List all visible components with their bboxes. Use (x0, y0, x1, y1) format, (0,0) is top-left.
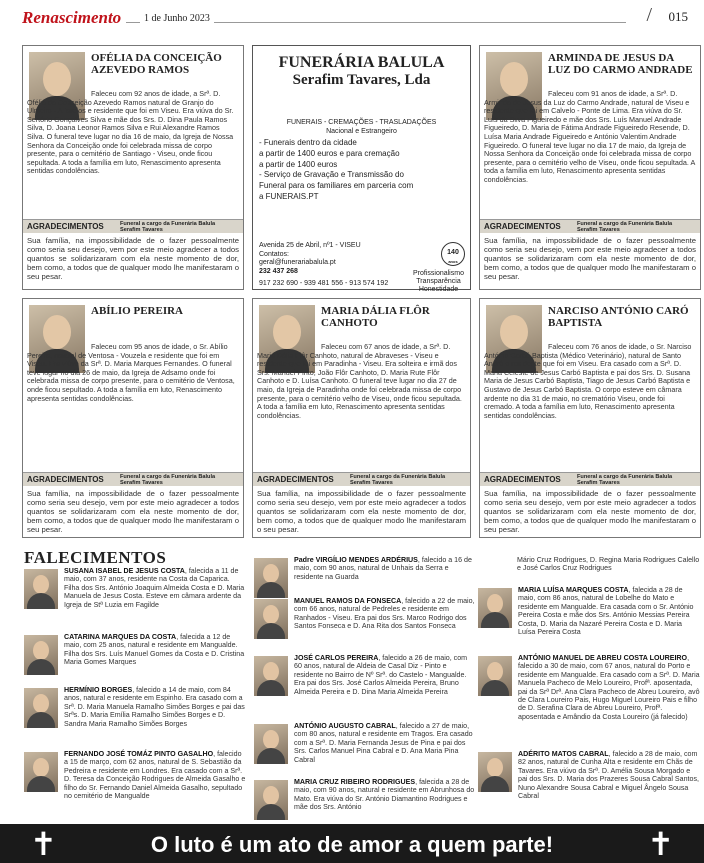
ad-line: - Funerais dentro da cidade (259, 138, 357, 147)
ad-line: a partir de 1400 euros e para cremação (259, 148, 400, 158)
death-notice (24, 567, 246, 623)
notice-text: , falecido a 16 de maio, com 90 anos, natural de Unhais da Serra e residente na Guarda (294, 556, 472, 581)
issue-date: 1 de Junho 2023 (140, 13, 214, 24)
ad-contacts-label: Contatos: (259, 250, 289, 258)
motto-item: Profissionalismo (413, 270, 464, 277)
acknowledgement-text: Sua família, na impossibilidade de o fazer pessoalmente como seria seu desejo, vem por este meio agradecer a todos quantos se solidarizaram com ela neste momento de dor, bem como, a todos que de qualquer modo lhe manifestaram o seu pesar. (484, 236, 696, 281)
death-notice (254, 778, 476, 822)
notice-photo (254, 724, 288, 764)
footer-slogan: O luto é um ato de amor a quem parte! (150, 832, 554, 857)
notice-name: ANTÓNIO MANUEL DE ABREU COSTA LOUREIRO (518, 654, 688, 662)
notice-text: , falecido a 15 de março, com 62 anos, natural de S. Sebastião da Pedreira e residente em Londres. Era casado com a Srª. D. Teresa da Conceição Rodrigues de Almeida Gasalho e filho do Sr. Fernando Daniel Almeida Gasalho, sepultado no cemitério de Mangualde (64, 750, 246, 801)
acknowledgements-bar (480, 219, 700, 233)
page-divider-slash: / (646, 4, 652, 26)
death-notice (24, 686, 246, 738)
obituary-text: Faleceu com 92 anos de idade, a Srª. D. Ofélia da Conceição Azevedo Ramos natural de Granjo do Ulmeiro - Alfarelos e residente que foi em Viseu. Era viúva do Sr. Sertório Gonçalves Silva e mãe dos Srs. D. Dina Paula Ramos Silva, D. Joana Leonor Ramos Silva e Rui Alexandre Ramos Silva. O funeral teve lugar no dia 16 de maio, da Igreja de Nossa Senhora da Conceição onde foi celebrada missa de corpo presente, para o cemitério de Santiago - Viseu, onde ficou sepultada. A toda a família em luto, Renascimento apresenta sentidas condolências. (27, 89, 234, 176)
seal-label: anos (448, 259, 458, 264)
death-notice (24, 633, 246, 681)
notice-text: , falecida a 12 de maio, com 25 anos, natural e residente em Mangualde. Filha dos Srs. Luís Manuel Gomes da Costa e D. Cristina Maria Gomes Marques (64, 633, 245, 667)
ad-line: a partir de 1400 euros (259, 159, 338, 169)
ad-line: - Serviço de Gravação e Transmissão do (259, 170, 404, 180)
death-notice (24, 750, 246, 820)
anniversary-seal (441, 242, 465, 266)
notice-name: ANTÓNIO AUGUSTO CABRAL (294, 722, 396, 730)
notice-photo (24, 688, 58, 728)
notice-text: , falecido a 30 de maio, com 67 anos, natural do Porto e residente em Mangualde. Era casado com a Srª. D. Maria Manuela Pacheco de Melo Loureiro, Profª. aposentada, pai da Srª Drª. Ana Clara Pacheco de Abreu Loureiro, avô de Clara Loureiro Pais, Hugo Miguel Loureiro Pais e filho de D. Serafina Clara de Abreu Loureiro, Profª. aposentada e Amândio da Costa Loureiro (já falecido) (518, 654, 700, 721)
obituary-card (22, 298, 244, 538)
notice-text: , falecida a 28 de maio, com 90 anos, natural e residente em Abrunhosa do Mato. Era viúva do Sr. António Diamantino Rodrigues e mãe dos Srs. António (294, 778, 475, 812)
obituary-card (252, 298, 471, 538)
obituary-card (479, 298, 701, 538)
ad-offer-lines (259, 138, 469, 203)
cross-icon: ✝ (30, 826, 57, 862)
death-notice (254, 597, 476, 645)
masthead: Renascimento (22, 8, 122, 27)
death-notice (254, 556, 476, 592)
notice-name: MARIA CRUZ RIBEIRO RODRIGUES (294, 778, 416, 786)
notice-name: JOSÉ CARLOS PEREIRA (294, 654, 379, 662)
ad-phones: 917 232 690 - 939 481 556 - 913 574 192 (259, 280, 389, 287)
death-notice (478, 750, 701, 820)
ad-address-block (259, 242, 361, 276)
notice-text: , falecido a 22 de maio, com 66 anos, natural de Pedreles e residente em Ranhados - Viseu. Era pai dos Srs. Marco Rodrigo dos Santos Fonseca e D. Ana Rita dos Santos Fonseca (294, 597, 475, 631)
ad-services: FUNERAIS - CREMAÇÕES - TRASLADAÇÕES (286, 119, 437, 126)
ad-line: a FUNERAIS.PT (259, 191, 319, 201)
obituary-card (22, 45, 244, 290)
death-notice (254, 722, 476, 770)
obituary-text: Faleceu com 67 anos de idade, a Srª. D. Maria Dália Flôr Canhoto, natural de Abraveses - Viseu e residente que foi em Paradinha - Viseu. Era solteira e irmã dos Srs. Manuel Pinto, João Flôr Canhoto, D. Maria Rute Flôr Canhoto e D. Luísa Canhoto. O funeral teve lugar no dia 27 de maio, da Igreja de Paradinha onde foi celebrada missa de corpo presente, para o cemitério velho de Viseu, onde ficou sepultada. A toda a família em luto, Renascimento apresenta sentidas condolências. (257, 342, 462, 420)
notice-photo (254, 780, 288, 820)
funeral-credit: Funeral a cargo da Funerária Balula Serafim Tavares (577, 221, 673, 233)
deceased-name: ARMINDA DE JESUS DA LUZ DO CARMO ANDRADE (548, 52, 693, 76)
notice-text: , falecida a 11 de maio, com 37 anos, residente na Costa da Caparica. Filha dos Srs. António Joaquim Almeida Costa e D. Maria Manuela de Jesus Costa. Esteve em câmara ardente da Igreja de Stª Luzia em Fagilde (64, 567, 245, 609)
acknowledgements-label: AGRADECIMENTOS (257, 475, 334, 484)
ad-address: Avenida 25 de Abril, nº1 - VISEU (259, 242, 361, 249)
acknowledgements-bar (23, 219, 243, 233)
acknowledgements-label: AGRADECIMENTOS (484, 475, 561, 484)
notice-photo (478, 656, 512, 696)
deceased-name: OFÉLIA DA CONCEIÇÃO AZEVEDO RAMOS (91, 52, 222, 76)
notice-photo (478, 752, 512, 792)
death-notice (254, 654, 476, 714)
ad-phone: 232 437 268 (259, 267, 298, 275)
notice-photo (478, 588, 512, 628)
ad-line: Funeral para os familiares em parceria com (259, 181, 414, 191)
notice-text: , falecido a 28 de maio, com 82 anos, natural de Cunha Alta e residente em Chãs de Tavares. Era viúvo da Srª. D. Amélia Sousa Morgado e pai dos Srs. D. Maria dos Prazeres Sousa Cabral Santos, Nuno Alexandre Sousa Cabral e Miguel Ângelo Sousa Cabral (518, 750, 699, 801)
notice-photo (254, 656, 288, 696)
notice-text: , falecido a 27 de maio, com 80 anos, natural e residente em Tragos. Era casado com a Srª. D. Maria Fernanda Jesus de Pina e pai dos Srs. Carlos Manuel Pina Cabral e D. Ana Maria Pina Cabral (294, 722, 473, 764)
notice-name: MARIA LUÍSA MARQUES COSTA (518, 586, 629, 594)
acknowledgements-label: AGRADECIMENTOS (27, 475, 104, 484)
notice-name: CATARINA MARQUES DA COSTA (64, 633, 177, 641)
deceased-name: NARCISO ANTÓNIO CARÓ BAPTISTA (548, 305, 689, 329)
funeral-credit: Funeral a cargo da Funerária Balula Serafim Tavares (120, 221, 216, 233)
notice-photo (254, 558, 288, 598)
acknowledgements-bar (23, 472, 243, 486)
notice-photo (254, 599, 288, 639)
acknowledgement-text: Sua família, na impossibilidade de o fazer pessoalmente como seria seu desejo, vem por este meio agradecer a todos quantos se solidarizaram com ela neste momento de dor, bem como, a todos que de qualquer modo lhe manifestaram o seu pesar. (257, 489, 466, 534)
obituary-text: Faleceu com 95 anos de idade, o Sr. Abílio Pereira, natural de Ventosa - Vouzela e residente que foi em Viseu. Era viúvo da Srª. D. Maria Marques Fernandes. O funeral teve lugar no dia 26 de maio, da Igreja de Adsamo onde foi celebrada missa de corpo presente, para o cemitério de Ventosa, onde ficou sepultado. A toda a família em luto, Renascimento apresenta sentidas condolências. (27, 342, 235, 403)
page-number: 015 (668, 9, 688, 24)
funeral-credit: Funeral a cargo da Funerária Balula Serafim Tavares (577, 474, 673, 486)
deceased-name: MARIA DÁLIA FLÔR CANHOTO (321, 305, 430, 329)
page-header (0, 0, 704, 34)
death-notice (478, 654, 701, 740)
acknowledgement-text: Sua família, na impossibilidade de o fazer pessoalmente como seria seu desejo, vem por este meio agradecer a todos quantos se solidarizaram com ela neste momento de dor, bem como, a todos que de qualquer modo lhe manifestaram o seu pesar. (484, 489, 696, 534)
obituary-text: Faleceu com 91 anos de idade, a Srª. D. Arminda de Jesus da Luz do Carmo Andrade, natural de Viseu e residente que foi em Calvelo - Ponte de Lima. Era viúva do Sr. Luís da Silva Figueiredo e mãe dos Srs. Luís Manuel Andrade Figueiredo, D. Maria de Fátima Andrade Figueiredo Resende, D. Luísa Maria Andrade Figueiredo e António Valentim Andrade Figueiredo. O funeral teve lugar no dia 17 de maio, da Igreja de Nossa Senhora da Conceição onde foi celebrada missa de corpo presente, para o cemitério velho de Viseu, onde ficou sepultada. A toda a família em luto, Renascimento apresenta sentidas condolências. (484, 89, 695, 184)
obituary-card (479, 45, 701, 290)
deceased-name: ABÍLIO PEREIRA (91, 305, 183, 317)
death-notice (478, 586, 701, 642)
notice-name: ADÉRITO MATOS CABRAL (518, 750, 609, 758)
notice-name: FERNANDO JOSÉ TOMÁZ PINTO GASALHO (64, 750, 214, 758)
ad-scope: Nacional e Estrangeiro (326, 128, 397, 135)
notice-name: Padre VIRGÍLIO MENDES ARDÉRIUS (294, 556, 418, 564)
acknowledgements-label: AGRADECIMENTOS (27, 222, 104, 231)
motto-item: Transparência (416, 278, 461, 285)
funeral-credit: Funeral a cargo da Funerária Balula Serafim Tavares (350, 474, 446, 486)
notice-photo (24, 635, 58, 675)
acknowledgement-text: Sua família, na impossibilidade de o fazer pessoalmente como seria seu desejo, vem por este meio agradecer a todos quantos se solidarizaram com ela neste momento de dor, bem como, a todos que de qualquer modo lhe manifestaram o seu pesar. (27, 236, 239, 281)
acknowledgement-text: Sua família, na impossibilidade de o fazer pessoalmente como seria seu desejo, vem por este meio agradecer a todos quantos se solidarizaram com ela neste momento de dor, bem como, a todos que de qualquer modo lhe manifestaram o seu pesar. (27, 489, 239, 534)
funeral-credit: Funeral a cargo da Funerária Balula Serafim Tavares (120, 474, 216, 486)
notice-text: , falecido a 26 de maio, com 60 anos, natural de Aldeia de Casal Diz - Pinto e residente no Bairro de Nº Srª. do Castelo - Mangualde. Era pai dos Srs. José Carlos Almeida Pereira, Bruno Almeida Pereira e D. Dina Maria Almeida Pereira (294, 654, 468, 696)
cross-icon: ✝ (647, 826, 674, 862)
ad-subtitle: Serafim Tavares, Lda (292, 72, 431, 88)
acknowledgements-bar (253, 472, 470, 486)
footer-banner (0, 824, 704, 863)
obituary-text: Faleceu com 76 anos de idade, o Sr. Narciso António Carbó Baptista (Médico Veterinário), natural de Santo André e residente que foi em Viseu. Era casado com a Srª. D. Maria Celeste de Jesus Carbó Baptista e pai dos Srs. D. Susana Maria de Jesus Carbó Baptista, Tiago de Jesus Carbó Baptista e Gustavo de Jesus Carbó Baptista. O corpo esteve em câmara ardente no dia 31 de maio, no crematório Viseu, onde foi cremado. A toda a família em luto, Renascimento apresenta sentidas condolências. (484, 342, 692, 420)
ad-email: geral@funerariabalula.pt (259, 259, 336, 267)
notice-name: HERMÍNIO BORGES (64, 686, 133, 694)
motto-item: Honestidade (418, 286, 459, 293)
notice-text: Mário Cruz Rodrigues, D. Regina Maria Rodrigues Calello e José Carlos Cruz Rodrigues (517, 556, 700, 573)
ad-motto (413, 270, 464, 294)
seal-number: 140 (447, 249, 459, 256)
acknowledgements-label: AGRADECIMENTOS (484, 222, 561, 231)
acknowledgements-bar (480, 472, 700, 486)
funeral-home-ad (252, 45, 471, 293)
notice-text: , falecido a 14 de maio, com 84 anos, natural e residente em Espinho. Era casado com a Srª. D. Maria Manuela Ramalho Simões Borges e pai das Srªs. D. Maria Emília Ramalho Simões Borges e D. Sandra Maria Ramalho Simões Borges (64, 686, 245, 728)
death-notice-continued (517, 556, 701, 576)
notice-name: MANUEL RAMOS DA FONSECA (294, 597, 402, 605)
notice-photo (24, 752, 58, 792)
notice-photo (24, 569, 58, 609)
notice-name: SUSANA ISABEL DE JESUS COSTA (64, 567, 185, 575)
ad-title: FUNERÁRIA BALULA (278, 54, 445, 71)
section-title: FALECIMENTOS (24, 548, 167, 567)
notice-text: , falecida a 28 de maio, com 86 anos, natural de Lobelhe do Mato e residente em Mangualde. Era casada com o Sr. António Pereira Costa e mãe dos Srs. António Messias Pereira Costa, D. Maria da Nazaré Pereira Costa e D. Maria Luísa Pereira Costa (518, 586, 694, 637)
